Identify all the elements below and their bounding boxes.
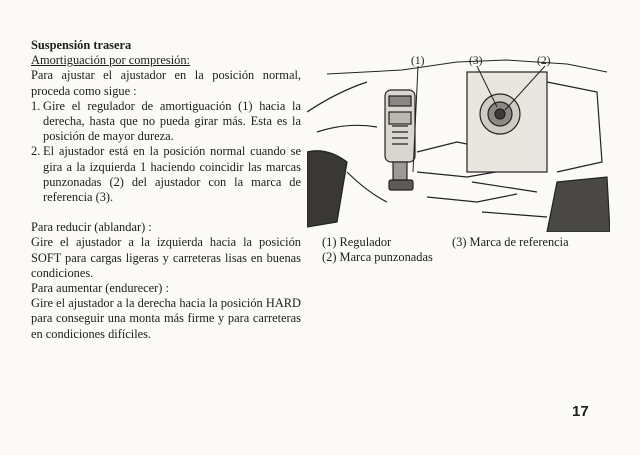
step-item: [31, 99, 301, 145]
text-column: [31, 38, 301, 342]
step-number: 2.: [31, 144, 41, 159]
harden-title: Para aumentar (endurecer) :: [31, 281, 169, 296]
callout-label: (2): [537, 55, 551, 67]
section-heading: Suspensión trasera: [31, 38, 132, 52]
soften-text: Gire el ajustador a la izquierda hacia la posición SOFT para cargas ligeras y carreteras lisas en buenas condiciones.: [31, 235, 301, 280]
page-number: 17: [572, 403, 589, 420]
legend-row: [322, 250, 612, 265]
steps-list: [31, 99, 301, 205]
figure-legend: [322, 235, 612, 264]
legend-item: (2) Marca punzonadas: [322, 249, 433, 264]
intro-text: Para ajustar el ajustador en la posición normal, proceda como sigue :: [31, 68, 301, 98]
step-text: Gire el regulador de amortiguación (1) hacia la derecha, hasta que no pueda girar más. Esta es la posición de mayor dureza.: [43, 98, 301, 144]
callout-label: (3): [469, 55, 483, 67]
paragraph-gap: [31, 205, 301, 220]
legend-item: (3) Marca de referencia: [452, 235, 569, 249]
legend-item: (1) Regulador: [322, 235, 392, 249]
suspension-drawing: [307, 52, 610, 232]
section-subheading: Amortiguación por compresión:: [31, 53, 190, 68]
suspension-illustration: [307, 52, 610, 232]
harden-text: Gire el ajustador a la derecha hacia la posición HARD para conseguir una monta más firme y para carreteras en condiciones difíciles.: [31, 296, 301, 341]
step-text: El ajustador está en la posición normal cuando se gira a la izquierda 1 haciendo coincidir las marcas punzonadas (2) del ajustador con la marca de referencia (3).: [43, 144, 301, 205]
legend-row: [322, 235, 612, 250]
callout-label: (1): [411, 55, 425, 67]
step-number: 1.: [31, 98, 41, 113]
step-item: [31, 144, 301, 205]
soften-title: Para reducir (ablandar) :: [31, 220, 152, 235]
